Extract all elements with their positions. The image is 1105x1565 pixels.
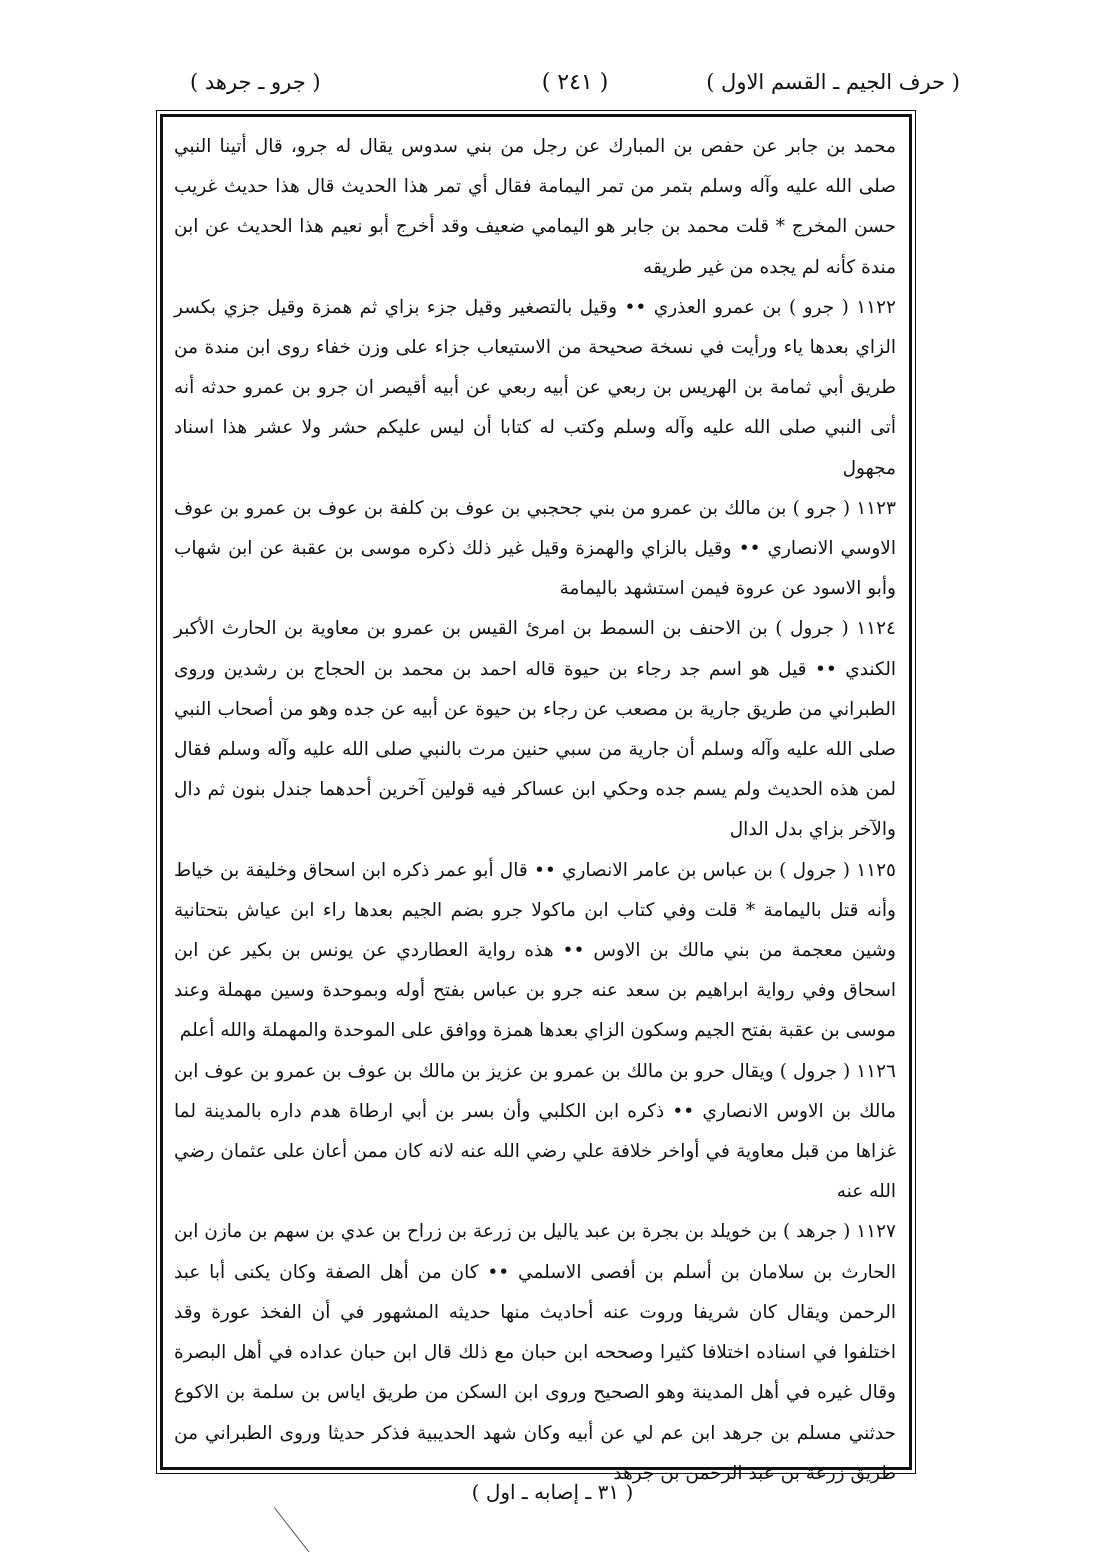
entry-1127: ١١٢٧ ( جرهد ) بن خويلد بن بجرة بن عبد ياليل بن زرعة بن زراح بن عدي بن سهم بن مازن ابن الحارث بن سلامان بن أسلم بن أفصى الاسلمي •• كان من أهل الصفة وكان يكنى أبا عبد الرحمن ويقال كان شريفا وروت عنه أحاديث منها حديثه المشهور في أن الفخذ عورة وقد اختلفوا في اسناده اختلافا كثيرا وصححه ابن حبان مع ذلك قال ابن حبان عداده في أهل البصرة وقال غيره في أهل المدينة وهو الصحيح وروى ابن السكن من طريق اياس بن سلمة بن الاكوع حدثني مسلم بن جرهد ابن عم لي عن أبيه وكان شهد الحديبية فذكر حديثا وروى الطبراني من طريق زرعة بن عبد الرحمن بن جرهد [174, 1221, 896, 1484]
entry-1122: ١١٢٢ ( جرو ) بن عمرو العذري •• وقيل بالتصغير وقيل جزء بزاي ثم همزة وقيل جزي بكسر الزاي بعدها ياء ورأيت في نسخة صحيحة من الاستيعاب جزاء على وزن خفاء روى ابن مندة من طريق أبي ثمامة بن الهريس بن ربعي عن أبيه ربعي عن أبيه أقيصر ان جرو بن عمرو حدثه أنه أتى النبي صلى الله عليه وآله وسلم وكتب له كتابا أن ليس عليكم حشر ولا عشر هذا اسناد مجهول [174, 296, 896, 479]
entry-1123: ١١٢٣ ( جرو ) بن مالك بن عمرو من بني جحجبي بن عوف بن كلفة بن عوف بن عمرو بن عوف الاوسي الانصاري •• وقيل بالزاي والهمزة وقيل غير ذلك ذكره موسى بن عقبة عن ابن شهاب وأبو الاسود عن عروة فيمن استشهد باليمامة [174, 497, 896, 600]
entry-1126: ١١٢٦ ( جرول ) ويقال حرو بن مالك بن عمرو بن عزيز بن مالك بن عوف بن عمرو بن عوف ابن مالك بن الاوس الانصاري •• ذكره ابن الكلبي وأن بسر بن أبي ارطاة هدم داره بالمدينة لما غزاها من قبل معاوية في أواخر خلافة علي رضي الله عنه لانه كان ممن أعان على عثمان رضي الله عنه [174, 1060, 896, 1203]
body-text [174, 127, 896, 1494]
entry-range: ( جرو ـ جرهد ) [190, 70, 321, 94]
signature-footer: ( ٣١ ـ إصابه ـ اول ) [471, 1480, 634, 1504]
entry-1125: ١١٢٥ ( جرول ) بن عباس بن عامر الانصاري •• قال أبو عمر ذكره ابن اسحاق وخليفة بن خياط وأنه قتل باليمامة * قلت وفي كتاب ابن ماكولا جرو بضم الجيم بعدها راء ابن عياش بتحتانية وشين معجمة من بني مالك بن الاوس •• هذه رواية العطاردي عن يونس بن بكير عن ابن اسحاق وفي رواية ابراهيم بن سعد عنه جرو بن عباس بفتح أوله وبموحدة وسين مهملة وعند موسى بن عقبة بفتح الجيم وسكون الزاي بعدها همزة ووافق على الموحدة والمهملة والله أعلم [174, 859, 896, 1042]
page-header [190, 66, 960, 106]
paragraph-continuation: محمد بن جابر عن حفص بن المبارك عن رجل من بني سدوس يقال له جرو، قال أتينا النبي صلى الله عليه وآله وسلم بتمر من تمر اليمامة فقال أي تمر هذا الحديث قال هذا حديث غريب حسن المخرج * قلت محمد بن جابر هو اليمامي ضعيف وقد أخرج أبو نعيم هذا الحديث عن ابن مندة كأنه لم يجده من غير طريقه [174, 136, 896, 278]
entry-1124: ١١٢٤ ( جرول ) بن الاحنف بن السمط بن امرئ القيس بن عمرو بن معاوية بن الحارث الأكبر الكندي •• قيل هو اسم جد رجاء بن حيوة قاله احمد بن محمد بن الحجاج بن رشدين وروى الطبراني من طريق جارية بن مصعب عن رجاء بن حيوة عن أبيه عن جده وهو من أصحاب النبي صلى الله عليه وآله وسلم أن جارية من سبي حنين مرت بالنبي صلى الله عليه وآله وسلم فقال لمن هذه الحديث ولم يسم جده وحكي ابن عساكر فيه قولين آخرين أحدهما جندل بنون ثم دال والآخر بزاي بدل الدال [174, 618, 896, 841]
chapter-title: ( حرف الجيم ـ القسم الاول ) [706, 70, 960, 94]
stray-mark [274, 1507, 309, 1552]
page-number: ( ٢٤١ ) [541, 70, 609, 95]
